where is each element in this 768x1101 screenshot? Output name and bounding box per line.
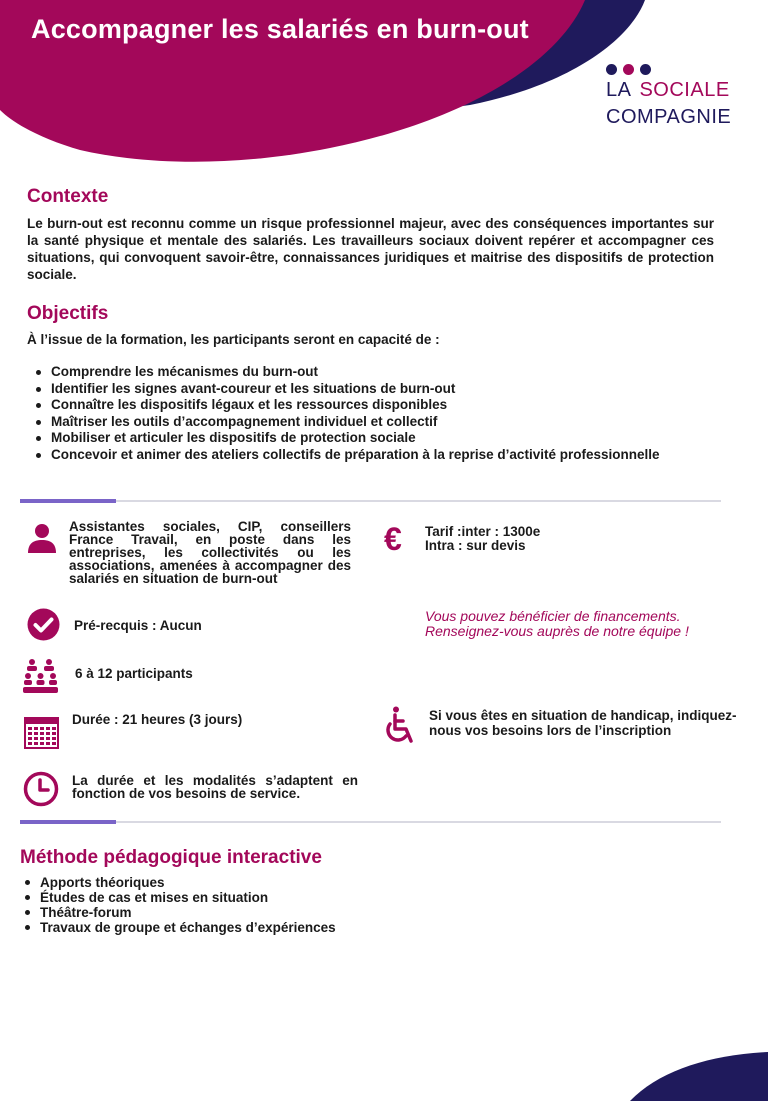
tarif-inter: Tarif :inter : 1300e — [425, 524, 541, 539]
participants-text: 6 à 12 participants — [75, 666, 193, 681]
contexte-text: Le burn-out est reconnu comme un risque professionnel majeur, avec des conséquences importantes sur la santé physique et mentale des salariés. Les travailleurs sociaux doivent repérer et accompagner ces situations, qui convoquent savoir-être, connaissances juridiques et maitrise des dispositifs de protection sociale. — [27, 216, 714, 282]
list-item: Mobiliser et articuler les dispositifs de protection sociale — [29, 430, 659, 447]
objectifs-list — [29, 364, 659, 464]
list-item: Apports théoriques — [20, 875, 336, 890]
objectifs-intro: À l’issue de la formation, les participants seront en capacité de : — [27, 332, 440, 347]
section-divider — [20, 500, 721, 502]
list-item: Concevoir et animer des ateliers collectifs de préparation à la reprise d’activité professionnelle — [29, 447, 659, 464]
svg-text:€: € — [384, 524, 402, 554]
contexte-title: Contexte — [27, 186, 109, 207]
list-item: Connaître les dispositifs légaux et les ressources disponibles — [29, 397, 659, 414]
page-title: Accompagner les salariés en burn-out — [31, 14, 529, 44]
methode-title: Méthode pédagogique interactive — [20, 847, 322, 868]
wheelchair-icon — [382, 705, 418, 747]
handicap-text — [429, 708, 737, 738]
list-item: Comprendre les mécanismes du burn-out — [29, 364, 659, 381]
logo-word-compagnie: COMPAGNIE — [606, 106, 732, 128]
financement-note — [425, 609, 689, 639]
divider-accent — [20, 820, 116, 824]
duree-text: Durée : 21 heures (3 jours) — [72, 712, 243, 727]
divider-accent — [20, 499, 116, 503]
logo-dot — [623, 64, 634, 75]
list-item: Travaux de groupe et échanges d’expériences — [20, 920, 336, 935]
calendar-icon — [24, 716, 59, 749]
clock-icon — [23, 771, 59, 807]
logo-dots — [606, 64, 651, 75]
financement-line: Renseignez-vous auprès de notre équipe ! — [425, 623, 689, 639]
section-divider — [20, 821, 721, 823]
list-item: Études de cas et mises en situation — [20, 890, 336, 905]
methode-list — [20, 875, 336, 935]
footer-navy-shape — [600, 1040, 768, 1101]
person-icon — [26, 522, 58, 554]
group-icon — [23, 658, 58, 694]
logo-word-la: LA — [606, 79, 632, 101]
tarif-intra: Intra : sur devis — [425, 538, 526, 553]
prerequis-text: Pré-recquis : Aucun — [74, 618, 202, 633]
check-circle-icon — [27, 608, 60, 641]
objectifs-title: Objectifs — [27, 303, 109, 324]
financement-line: Vous pouvez bénéficier de financements. — [425, 608, 681, 624]
public-text: Assistantes sociales, CIP, conseillers France Travail, en poste dans les entreprises, les collectivités ou les associations, amenées à accompagner des salariés en situation de burn-out — [69, 519, 351, 586]
list-item: Théâtre-forum — [20, 905, 336, 920]
handicap-line: nous vos besoins lors de l’inscription — [429, 723, 672, 738]
logo-word-sociale: SOCIALE — [639, 79, 730, 101]
list-item: Maîtriser les outils d’accompagnement individuel et collectif — [29, 414, 659, 431]
logo-dot — [606, 64, 617, 75]
list-item: Identifier les signes avant-coureur et les situations de burn-out — [29, 381, 659, 398]
logo-dot — [640, 64, 651, 75]
euro-icon — [384, 524, 408, 554]
handicap-line: Si vous êtes en situation de handicap, indiquez- — [429, 708, 737, 723]
tarif-block — [425, 525, 540, 553]
modalites-text: La durée et les modalités s’adaptent en fonction de vos besoins de service. — [72, 773, 358, 801]
logo-text-line1 — [606, 79, 730, 102]
